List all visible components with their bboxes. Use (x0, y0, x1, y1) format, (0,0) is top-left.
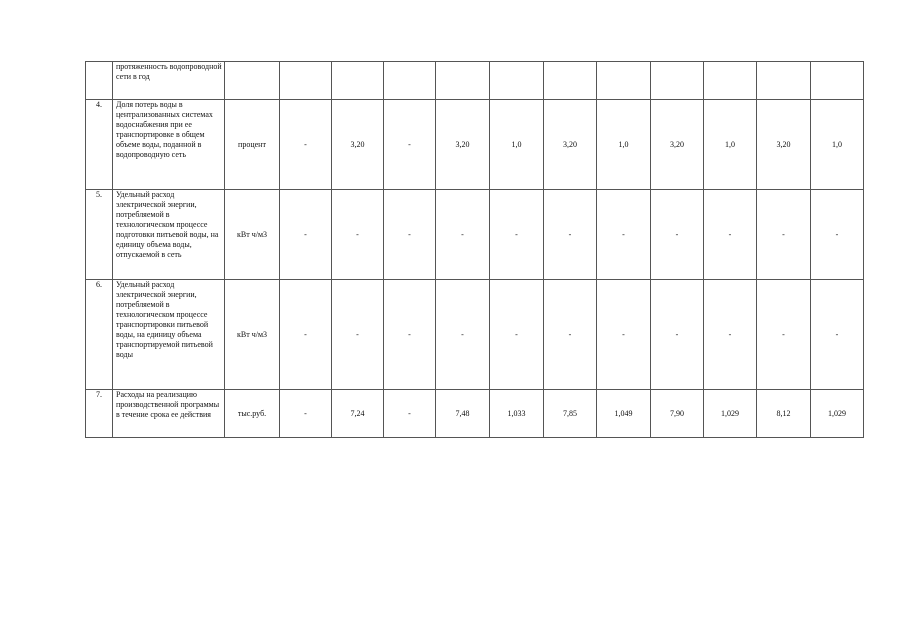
row-number: 4. (86, 100, 113, 190)
value-cell: - (384, 100, 436, 190)
value-cell: - (597, 280, 651, 390)
value-cell: - (490, 190, 544, 280)
value-cell (280, 62, 332, 100)
value-cell: - (436, 190, 490, 280)
unit-cell: кВт ч/м3 (225, 280, 280, 390)
unit-cell: процент (225, 100, 280, 190)
value-cell: 7,90 (651, 390, 704, 438)
value-cell: - (384, 390, 436, 438)
value-cell: 1,029 (704, 390, 757, 438)
unit-cell: кВт ч/м3 (225, 190, 280, 280)
value-cell: - (544, 190, 597, 280)
value-cell: - (651, 280, 704, 390)
row-number: 7. (86, 390, 113, 438)
indicator-name: Удельный расход электрической энергии, потребляемой в технологическом процессе подготовки питьевой воды, на единицу объема воды, отпускаемой в сеть (113, 190, 225, 280)
value-cell: - (436, 280, 490, 390)
value-cell: - (384, 190, 436, 280)
value-cell: - (280, 280, 332, 390)
value-cell: 7,85 (544, 390, 597, 438)
value-cell: 8,12 (757, 390, 811, 438)
table-row (86, 280, 864, 390)
value-cell: - (332, 190, 384, 280)
value-cell (811, 62, 864, 100)
value-cell (597, 62, 651, 100)
value-cell: - (704, 190, 757, 280)
row-number: 5. (86, 190, 113, 280)
value-cell: 1,0 (704, 100, 757, 190)
indicator-name: Доля потерь воды в централизованных системах водоснабжения при ее транспортировке в общем объеме воды, поданной в водопроводную сеть (113, 100, 225, 190)
value-cell: - (811, 280, 864, 390)
value-cell: - (280, 190, 332, 280)
value-cell: - (811, 190, 864, 280)
value-cell: 3,20 (544, 100, 597, 190)
value-cell: - (384, 280, 436, 390)
value-cell (332, 62, 384, 100)
value-cell (544, 62, 597, 100)
table-body (86, 62, 864, 438)
value-cell: 3,20 (436, 100, 490, 190)
value-cell: 3,20 (332, 100, 384, 190)
value-cell: - (651, 190, 704, 280)
row-number (86, 62, 113, 100)
value-cell (651, 62, 704, 100)
value-cell: 1,029 (811, 390, 864, 438)
value-cell (757, 62, 811, 100)
value-cell (704, 62, 757, 100)
value-cell: 1,0 (597, 100, 651, 190)
table-row (86, 190, 864, 280)
value-cell: 1,0 (490, 100, 544, 190)
value-cell: - (544, 280, 597, 390)
value-cell: - (280, 100, 332, 190)
value-cell: 7,48 (436, 390, 490, 438)
value-cell: 7,24 (332, 390, 384, 438)
indicators-table (85, 61, 864, 438)
value-cell: - (332, 280, 384, 390)
indicator-name: Расходы на реализацию производственной программы в течение срока ее действия (113, 390, 225, 438)
unit-cell (225, 62, 280, 100)
value-cell: - (704, 280, 757, 390)
value-cell: - (280, 390, 332, 438)
value-cell: 1,049 (597, 390, 651, 438)
value-cell: - (757, 280, 811, 390)
value-cell: 1,0 (811, 100, 864, 190)
table-row (86, 62, 864, 100)
table-row (86, 390, 864, 438)
unit-cell: тыс.руб. (225, 390, 280, 438)
value-cell (490, 62, 544, 100)
value-cell (436, 62, 490, 100)
row-number: 6. (86, 280, 113, 390)
value-cell (384, 62, 436, 100)
value-cell: - (490, 280, 544, 390)
indicator-name: протяженность водопроводной сети в год (113, 62, 225, 100)
value-cell: - (757, 190, 811, 280)
value-cell: - (597, 190, 651, 280)
indicator-name: Удельный расход электрической энергии, потребляемой в технологическом процессе транспортировки питьевой воды, на единицу объема транспортируемой питьевой воды (113, 280, 225, 390)
table-row (86, 100, 864, 190)
value-cell: 3,20 (757, 100, 811, 190)
value-cell: 3,20 (651, 100, 704, 190)
value-cell: 1,033 (490, 390, 544, 438)
